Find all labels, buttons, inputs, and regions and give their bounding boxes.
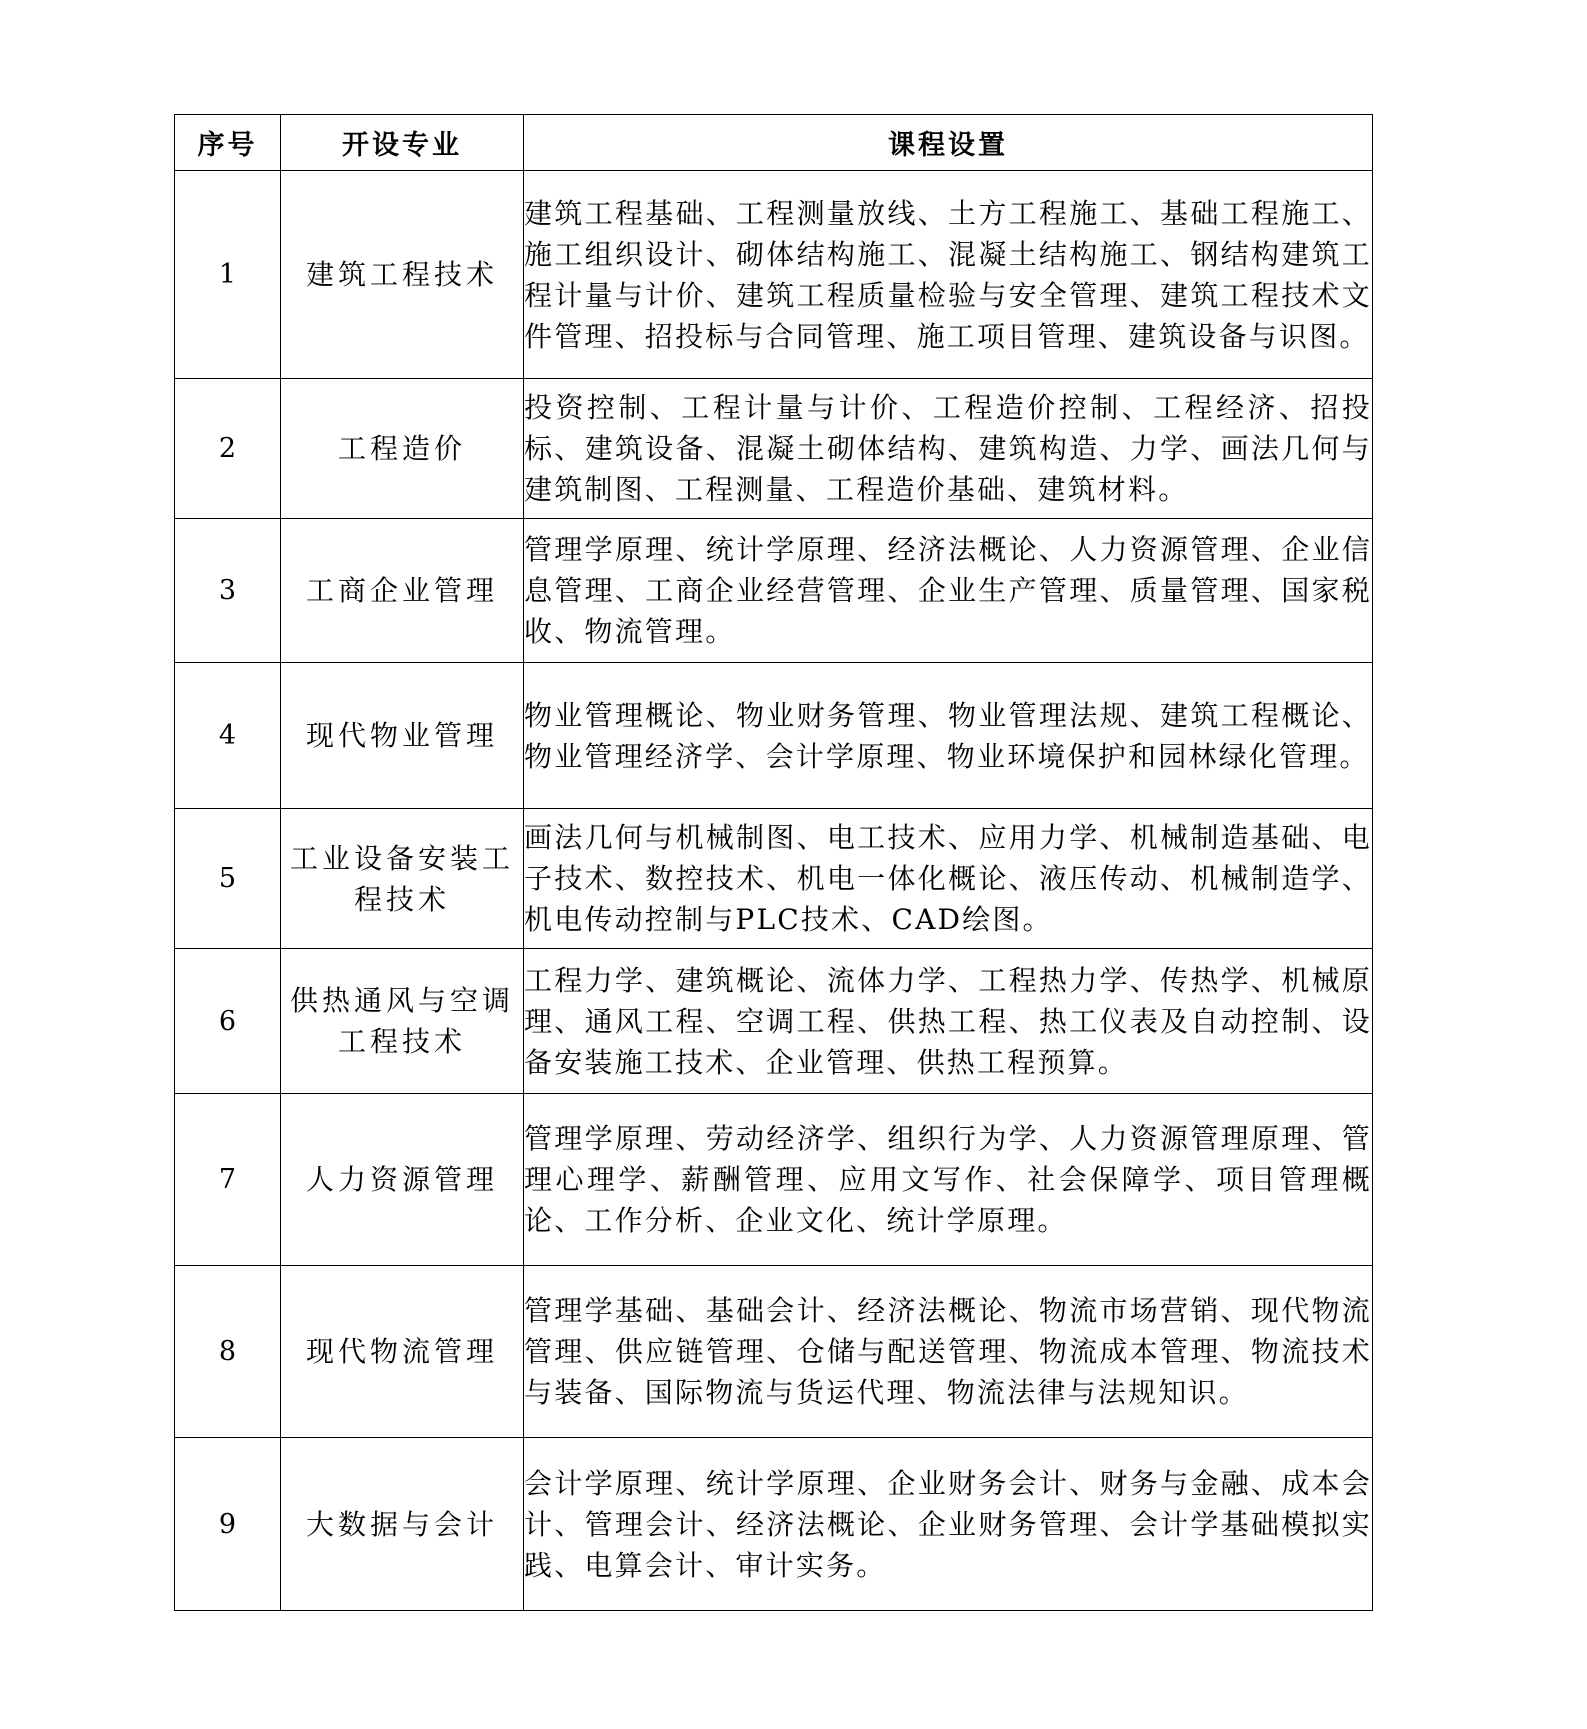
row-courses: 建筑工程基础、工程测量放线、土方工程施工、基础工程施工、施工组织设计、砌体结构施工、混凝土结构施工、钢结构建筑工程计量与计价、建筑工程质量检验与安全管理、建筑工程技术文件管理、招投标与合同管理、施工项目管理、建筑设备与识图。	[524, 171, 1373, 379]
row-index: 5	[175, 809, 281, 949]
row-courses: 管理学原理、统计学原理、经济法概论、人力资源管理、企业信息管理、工商企业经营管理、企业生产管理、质量管理、国家税收、物流管理。	[524, 519, 1373, 663]
row-major: 人力资源管理	[281, 1094, 524, 1266]
row-courses: 投资控制、工程计量与计价、工程造价控制、工程经济、招投标、建筑设备、混凝土砌体结构、建筑构造、力学、画法几何与建筑制图、工程测量、工程造价基础、建筑材料。	[524, 379, 1373, 519]
table-row	[175, 171, 1373, 379]
row-courses: 工程力学、建筑概论、流体力学、工程热力学、传热学、机械原理、通风工程、空调工程、供热工程、热工仪表及自动控制、设备安装施工技术、企业管理、供热工程预算。	[524, 949, 1373, 1094]
row-courses: 会计学原理、统计学原理、企业财务会计、财务与金融、成本会计、管理会计、经济法概论、企业财务管理、会计学基础模拟实践、电算会计、审计实务。	[524, 1438, 1373, 1611]
table-body	[175, 171, 1373, 1611]
row-index: 1	[175, 171, 281, 379]
row-major: 工商企业管理	[281, 519, 524, 663]
row-courses: 管理学原理、劳动经济学、组织行为学、人力资源管理原理、管理心理学、薪酬管理、应用文写作、社会保障学、项目管理概论、工作分析、企业文化、统计学原理。	[524, 1094, 1373, 1266]
row-index: 3	[175, 519, 281, 663]
row-index: 6	[175, 949, 281, 1094]
row-major: 建筑工程技术	[281, 171, 524, 379]
row-index: 8	[175, 1266, 281, 1438]
header-major: 开设专业	[281, 115, 524, 171]
row-major: 现代物流管理	[281, 1266, 524, 1438]
table-row	[175, 519, 1373, 663]
row-index: 7	[175, 1094, 281, 1266]
row-courses: 物业管理概论、物业财务管理、物业管理法规、建筑工程概论、物业管理经济学、会计学原理、物业环境保护和园林绿化管理。	[524, 663, 1373, 809]
header-row	[175, 115, 1373, 171]
table-row	[175, 1438, 1373, 1611]
row-major: 工业设备安装工程技术	[281, 809, 524, 949]
row-major: 大数据与会计	[281, 1438, 524, 1611]
table-row	[175, 949, 1373, 1094]
header-courses: 课程设置	[524, 115, 1373, 171]
table-row	[175, 809, 1373, 949]
table-row	[175, 379, 1373, 519]
row-major: 工程造价	[281, 379, 524, 519]
row-index: 2	[175, 379, 281, 519]
course-table	[174, 114, 1373, 1611]
row-courses: 画法几何与机械制图、电工技术、应用力学、机械制造基础、电子技术、数控技术、机电一体化概论、液压传动、机械制造学、机电传动控制与PLC技术、CAD绘图。	[524, 809, 1373, 949]
row-courses: 管理学基础、基础会计、经济法概论、物流市场营销、现代物流管理、供应链管理、仓储与配送管理、物流成本管理、物流技术与装备、国际物流与货运代理、物流法律与法规知识。	[524, 1266, 1373, 1438]
row-index: 4	[175, 663, 281, 809]
table-header	[175, 115, 1373, 171]
table-row	[175, 1094, 1373, 1266]
table-row	[175, 1266, 1373, 1438]
row-major: 供热通风与空调工程技术	[281, 949, 524, 1094]
table-row	[175, 663, 1373, 809]
row-index: 9	[175, 1438, 281, 1611]
header-index: 序号	[175, 115, 281, 171]
row-major: 现代物业管理	[281, 663, 524, 809]
